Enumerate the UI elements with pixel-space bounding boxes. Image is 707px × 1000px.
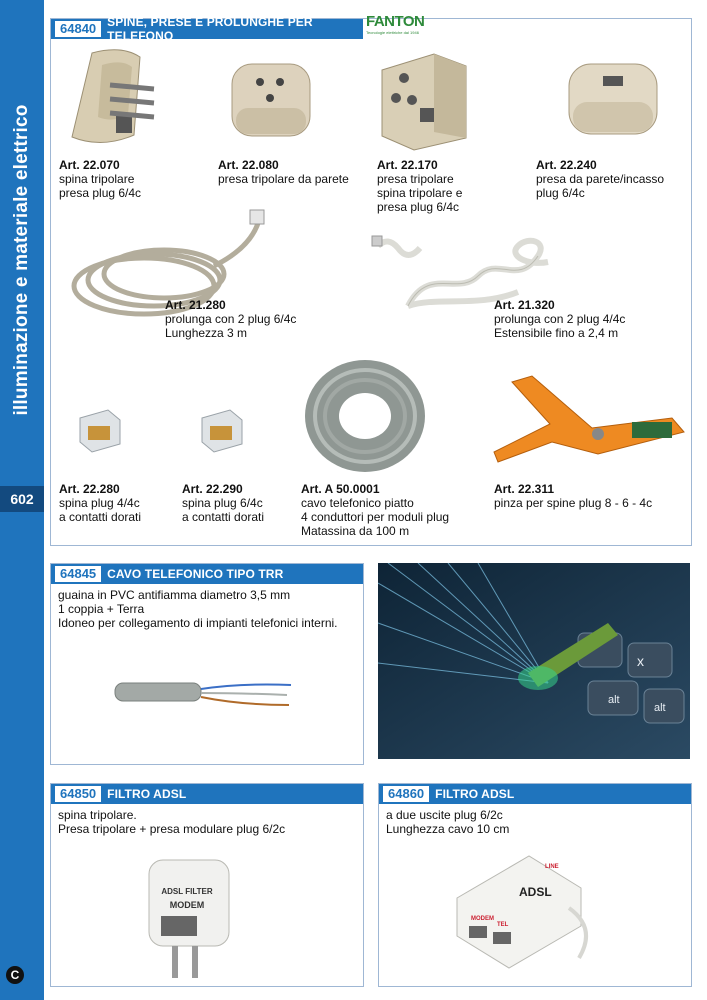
section-code: 64860 bbox=[383, 786, 429, 802]
section-code: 64845 bbox=[55, 566, 101, 582]
section-header bbox=[51, 784, 363, 804]
product-photo-22080 bbox=[228, 58, 314, 142]
adsl-filter-label: ADSL FILTER bbox=[161, 887, 213, 896]
section-code: 64850 bbox=[55, 786, 101, 802]
section-title: FILTRO ADSL bbox=[107, 787, 187, 801]
product-22311: Art. 22.311 pinza per spine plug 8 - 6 - 4c bbox=[494, 482, 653, 510]
fanton-logo: FANTON Tecnologie elettriche dal 1946 bbox=[366, 13, 425, 35]
section-description: guaina in PVC antifiamma diametro 3,5 mm 1 coppia + Terra Idoneo per collegamento di impianti telefonici interni. bbox=[58, 588, 338, 630]
product-photo-22170 bbox=[374, 48, 474, 152]
key-x-label: x bbox=[637, 653, 644, 669]
section-title: SPINE, PRESE E PROLUNGHE PER TELEFONO bbox=[107, 15, 313, 43]
modem-port-label: MODEM bbox=[471, 916, 494, 922]
product-photo-22280 bbox=[74, 404, 124, 454]
adsl-filter-photo-64850 bbox=[141, 854, 237, 982]
product-22290: Art. 22.290 spina plug 6/4c a contatti dorati bbox=[182, 482, 265, 524]
section-header bbox=[51, 15, 363, 43]
product-photo-a500001 bbox=[302, 356, 428, 476]
adsl-label: ADSL bbox=[519, 885, 552, 899]
key-alt-label: alt bbox=[608, 694, 620, 706]
section-title: CAVO TELEFONICO TIPO TRR bbox=[107, 567, 284, 581]
product-22070: Art. 22.070 spina tripolare presa plug 6/4c bbox=[59, 158, 142, 200]
product-a500001: Art. A 50.0001 cavo telefonico piatto 4 conduttori per moduli plug Matassina da 100 m bbox=[301, 482, 450, 538]
product-21280: Art. 21.280 prolunga con 2 plug 6/4c Lunghezza 3 m bbox=[165, 298, 297, 340]
line-label: LINE bbox=[545, 864, 559, 870]
product-22170: Art. 22.170 presa tripolare spina tripolare e presa plug 6/4c bbox=[377, 158, 463, 214]
section-64845 bbox=[50, 563, 364, 765]
catalog-brand-mark: C bbox=[6, 966, 24, 984]
page-number: 602 bbox=[0, 486, 44, 512]
product-21320: Art. 21.320 prolunga con 2 plug 4/4c Estensibile fino a 2,4 m bbox=[494, 298, 626, 340]
product-22240: Art. 22.240 presa da parete/incasso plug 6/4c bbox=[536, 158, 665, 200]
cable-photo-trr bbox=[111, 669, 301, 719]
product-22280: Art. 22.280 spina plug 4/4c a contatti dorati bbox=[59, 482, 142, 524]
adsl-filter-photo-64860 bbox=[449, 848, 599, 978]
product-photo-22311 bbox=[492, 372, 690, 472]
section-code: 64840 bbox=[55, 21, 101, 37]
section-header bbox=[51, 564, 363, 584]
modem-label: MODEM bbox=[169, 900, 205, 910]
section-title: FILTRO ADSL bbox=[435, 787, 515, 801]
section-header bbox=[379, 784, 691, 804]
section-description: a due uscite plug 6/2c Lunghezza cavo 10 cm bbox=[386, 808, 510, 836]
product-photo-22070 bbox=[62, 45, 158, 155]
sidebar bbox=[0, 0, 44, 1000]
product-photo-22240 bbox=[565, 58, 661, 138]
product-photo-22290 bbox=[196, 404, 246, 454]
key-alt-label-2: alt bbox=[654, 702, 666, 714]
product-22080: Art. 22.080 presa tripolare da parete bbox=[218, 158, 349, 186]
section-64860 bbox=[378, 783, 692, 987]
keyboard-fiber-photo bbox=[378, 563, 690, 759]
sidebar-title: illuminazione e materiale elettrico bbox=[11, 104, 32, 416]
tel-port-label: TEL bbox=[497, 922, 509, 928]
section-description: spina tripolare. Presa tripolare + presa modulare plug 6/2c bbox=[58, 808, 286, 836]
section-64850 bbox=[50, 783, 364, 987]
